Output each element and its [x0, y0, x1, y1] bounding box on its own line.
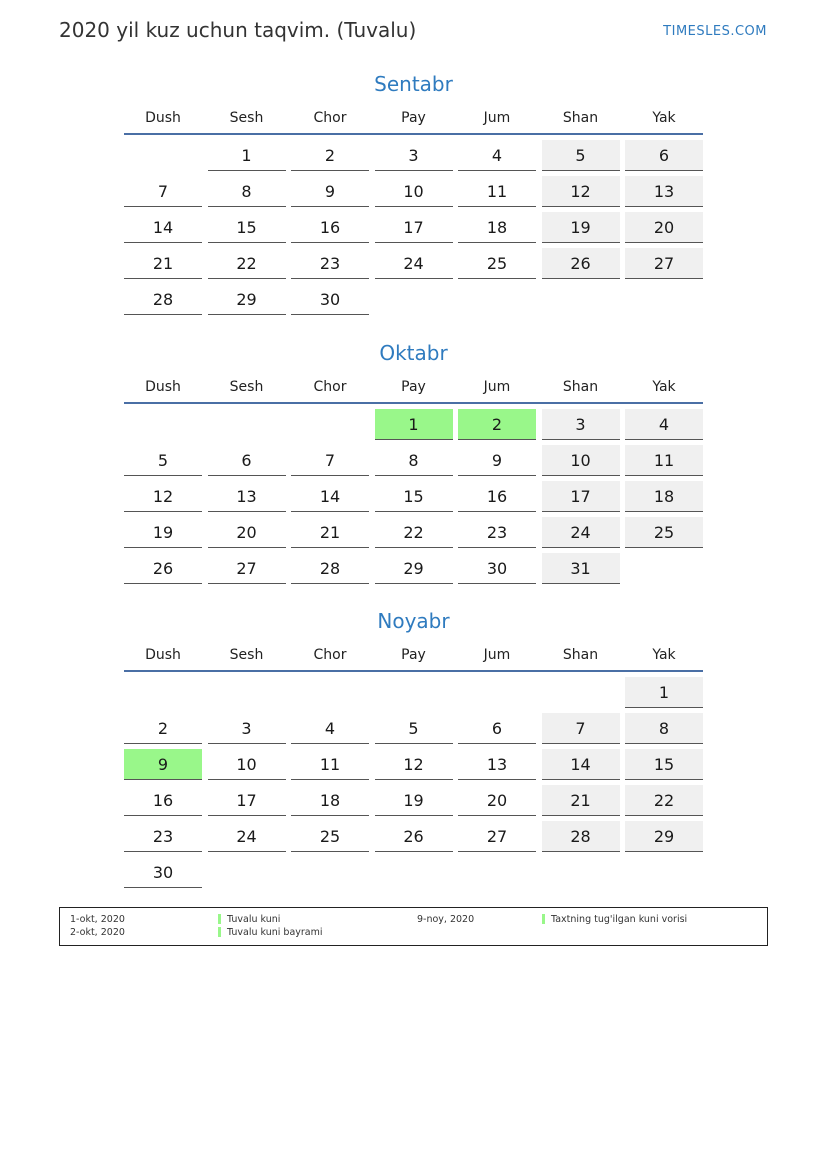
holiday-color-swatch	[218, 927, 221, 937]
week-row	[124, 248, 703, 284]
empty-cell	[124, 409, 202, 440]
day-cell: 4	[291, 713, 369, 744]
weekday-label: Chor	[313, 379, 347, 395]
empty-cell	[208, 677, 286, 708]
day-cell: 19	[542, 212, 620, 243]
empty-cell	[458, 857, 536, 888]
weekday-label: Chor	[313, 647, 347, 663]
day-cell: 29	[625, 821, 703, 852]
day-cell: 26	[542, 248, 620, 279]
day-cell: 28	[542, 821, 620, 852]
day-cell: 25	[458, 248, 536, 279]
day-cell: 17	[542, 481, 620, 512]
week-row	[124, 553, 703, 589]
day-cell: 11	[291, 749, 369, 780]
week-row	[124, 212, 703, 248]
day-cell: 11	[625, 445, 703, 476]
empty-cell	[291, 857, 369, 888]
day-cell: 10	[375, 176, 453, 207]
weekday-label: Dush	[145, 379, 181, 395]
day-cell: 20	[208, 517, 286, 548]
site-link[interactable]: TIMESLES.COM	[663, 24, 767, 39]
day-cell: 17	[208, 785, 286, 816]
day-cell: 21	[124, 248, 202, 279]
legend-date: 2-okt, 2020	[70, 927, 125, 938]
empty-cell	[208, 409, 286, 440]
weekday-label: Shan	[562, 110, 599, 126]
empty-cell	[124, 677, 202, 708]
day-cell: 17	[375, 212, 453, 243]
day-cell: 4	[458, 140, 536, 171]
day-cell: 22	[375, 517, 453, 548]
day-cell: 26	[124, 553, 202, 584]
day-cell: 21	[291, 517, 369, 548]
day-cell: 31	[542, 553, 620, 584]
day-cell: 23	[458, 517, 536, 548]
day-cell: 4	[625, 409, 703, 440]
empty-cell	[208, 857, 286, 888]
day-cell: 25	[291, 821, 369, 852]
day-cell: 1	[208, 140, 286, 171]
day-cell: 9	[458, 445, 536, 476]
day-cell: 16	[124, 785, 202, 816]
week-row	[124, 176, 703, 212]
weekday-label: Yak	[652, 647, 676, 663]
empty-cell	[291, 409, 369, 440]
weekday-label: Sesh	[229, 110, 264, 126]
day-cell: 16	[458, 481, 536, 512]
legend-date: 1-okt, 2020	[70, 914, 125, 925]
week-row	[124, 517, 703, 553]
empty-cell	[124, 140, 202, 171]
day-cell: 24	[375, 248, 453, 279]
holiday-color-swatch	[218, 914, 221, 924]
week-row	[124, 409, 703, 445]
weekday-label: Dush	[145, 647, 181, 663]
day-cell: 13	[458, 749, 536, 780]
day-cell: 14	[291, 481, 369, 512]
day-cell: 20	[625, 212, 703, 243]
day-cell: 23	[124, 821, 202, 852]
day-cell: 2	[291, 140, 369, 171]
day-cell: 8	[208, 176, 286, 207]
week-row	[124, 284, 703, 320]
day-cell: 18	[458, 212, 536, 243]
day-cell: 30	[291, 284, 369, 315]
day-cell: 3	[208, 713, 286, 744]
legend-holiday-name: Tuvalu kuni	[227, 914, 281, 925]
day-cell: 29	[208, 284, 286, 315]
day-cell: 7	[542, 713, 620, 744]
day-cell: 14	[124, 212, 202, 243]
day-cell: 1	[375, 409, 453, 440]
day-cell: 13	[625, 176, 703, 207]
weekday-label: Jum	[483, 379, 511, 395]
week-row	[124, 857, 703, 893]
weekday-label: Chor	[313, 110, 347, 126]
day-cell: 13	[208, 481, 286, 512]
empty-cell	[625, 553, 703, 584]
legend-date: 9-noy, 2020	[417, 914, 475, 925]
day-cell: 28	[124, 284, 202, 315]
day-cell: 15	[375, 481, 453, 512]
day-cell: 23	[291, 248, 369, 279]
day-cell: 28	[291, 553, 369, 584]
month-name: Oktabr	[379, 341, 448, 365]
week-row	[124, 677, 703, 713]
holiday-color-swatch	[542, 914, 545, 924]
day-cell: 24	[542, 517, 620, 548]
week-row	[124, 713, 703, 749]
day-cell: 6	[625, 140, 703, 171]
day-cell: 12	[375, 749, 453, 780]
week-row	[124, 821, 703, 857]
weekday-label: Shan	[562, 647, 599, 663]
empty-cell	[375, 284, 453, 315]
day-cell: 22	[625, 785, 703, 816]
day-cell: 7	[291, 445, 369, 476]
day-cell: 3	[542, 409, 620, 440]
day-cell: 19	[124, 517, 202, 548]
weekday-label: Jum	[483, 647, 511, 663]
legend-holiday-name: Taxtning tug'ilgan kuni vorisi	[551, 914, 688, 925]
page-title: 2020 yil kuz uchun taqvim. (Tuvalu)	[59, 18, 417, 42]
day-cell: 3	[375, 140, 453, 171]
week-row	[124, 481, 703, 517]
day-cell: 12	[542, 176, 620, 207]
weekday-label: Sesh	[229, 647, 264, 663]
day-cell: 14	[542, 749, 620, 780]
weekday-label: Dush	[145, 110, 181, 126]
day-cell: 7	[124, 176, 202, 207]
weekday-label: Pay	[401, 647, 426, 663]
day-cell: 11	[458, 176, 536, 207]
day-grid	[124, 140, 703, 320]
day-cell: 24	[208, 821, 286, 852]
month-block	[124, 70, 703, 320]
day-cell: 6	[458, 713, 536, 744]
empty-cell	[542, 284, 620, 315]
day-cell: 22	[208, 248, 286, 279]
weekday-label: Sesh	[229, 379, 264, 395]
legend-holiday-name: Tuvalu kuni bayrami	[227, 927, 323, 938]
header-rule	[124, 402, 703, 404]
empty-cell	[375, 677, 453, 708]
day-cell: 9	[291, 176, 369, 207]
empty-cell	[458, 284, 536, 315]
empty-cell	[375, 857, 453, 888]
weekday-label: Pay	[401, 379, 426, 395]
month-name: Sentabr	[374, 72, 453, 96]
day-cell: 30	[458, 553, 536, 584]
day-cell: 8	[375, 445, 453, 476]
week-row	[124, 445, 703, 481]
day-cell: 1	[625, 677, 703, 708]
weekday-label: Jum	[483, 110, 511, 126]
month-block	[124, 607, 703, 893]
weekday-header	[124, 647, 703, 667]
day-cell: 10	[542, 445, 620, 476]
day-cell: 2	[458, 409, 536, 440]
day-cell: 27	[625, 248, 703, 279]
day-cell: 26	[375, 821, 453, 852]
day-grid	[124, 409, 703, 589]
day-cell: 5	[375, 713, 453, 744]
weekday-header	[124, 379, 703, 399]
day-cell: 10	[208, 749, 286, 780]
header-rule	[124, 670, 703, 672]
day-cell: 9	[124, 749, 202, 780]
day-cell: 20	[458, 785, 536, 816]
day-cell: 30	[124, 857, 202, 888]
empty-cell	[542, 677, 620, 708]
day-cell: 8	[625, 713, 703, 744]
day-cell: 5	[542, 140, 620, 171]
month-block	[124, 339, 703, 589]
day-cell: 6	[208, 445, 286, 476]
day-cell: 19	[375, 785, 453, 816]
weekday-label: Yak	[652, 379, 676, 395]
week-row	[124, 140, 703, 176]
day-grid	[124, 677, 703, 893]
day-cell: 27	[208, 553, 286, 584]
empty-cell	[458, 677, 536, 708]
header-rule	[124, 133, 703, 135]
empty-cell	[291, 677, 369, 708]
week-row	[124, 785, 703, 821]
day-cell: 2	[124, 713, 202, 744]
empty-cell	[542, 857, 620, 888]
day-cell: 18	[291, 785, 369, 816]
day-cell: 12	[124, 481, 202, 512]
weekday-header	[124, 110, 703, 130]
day-cell: 27	[458, 821, 536, 852]
month-name: Noyabr	[377, 609, 450, 633]
day-cell: 29	[375, 553, 453, 584]
empty-cell	[625, 284, 703, 315]
weekday-label: Yak	[652, 110, 676, 126]
day-cell: 18	[625, 481, 703, 512]
day-cell: 15	[208, 212, 286, 243]
holiday-legend	[59, 907, 768, 946]
day-cell: 16	[291, 212, 369, 243]
day-cell: 21	[542, 785, 620, 816]
empty-cell	[625, 857, 703, 888]
day-cell: 5	[124, 445, 202, 476]
day-cell: 25	[625, 517, 703, 548]
weekday-label: Shan	[562, 379, 599, 395]
week-row	[124, 749, 703, 785]
weekday-label: Pay	[401, 110, 426, 126]
day-cell: 15	[625, 749, 703, 780]
